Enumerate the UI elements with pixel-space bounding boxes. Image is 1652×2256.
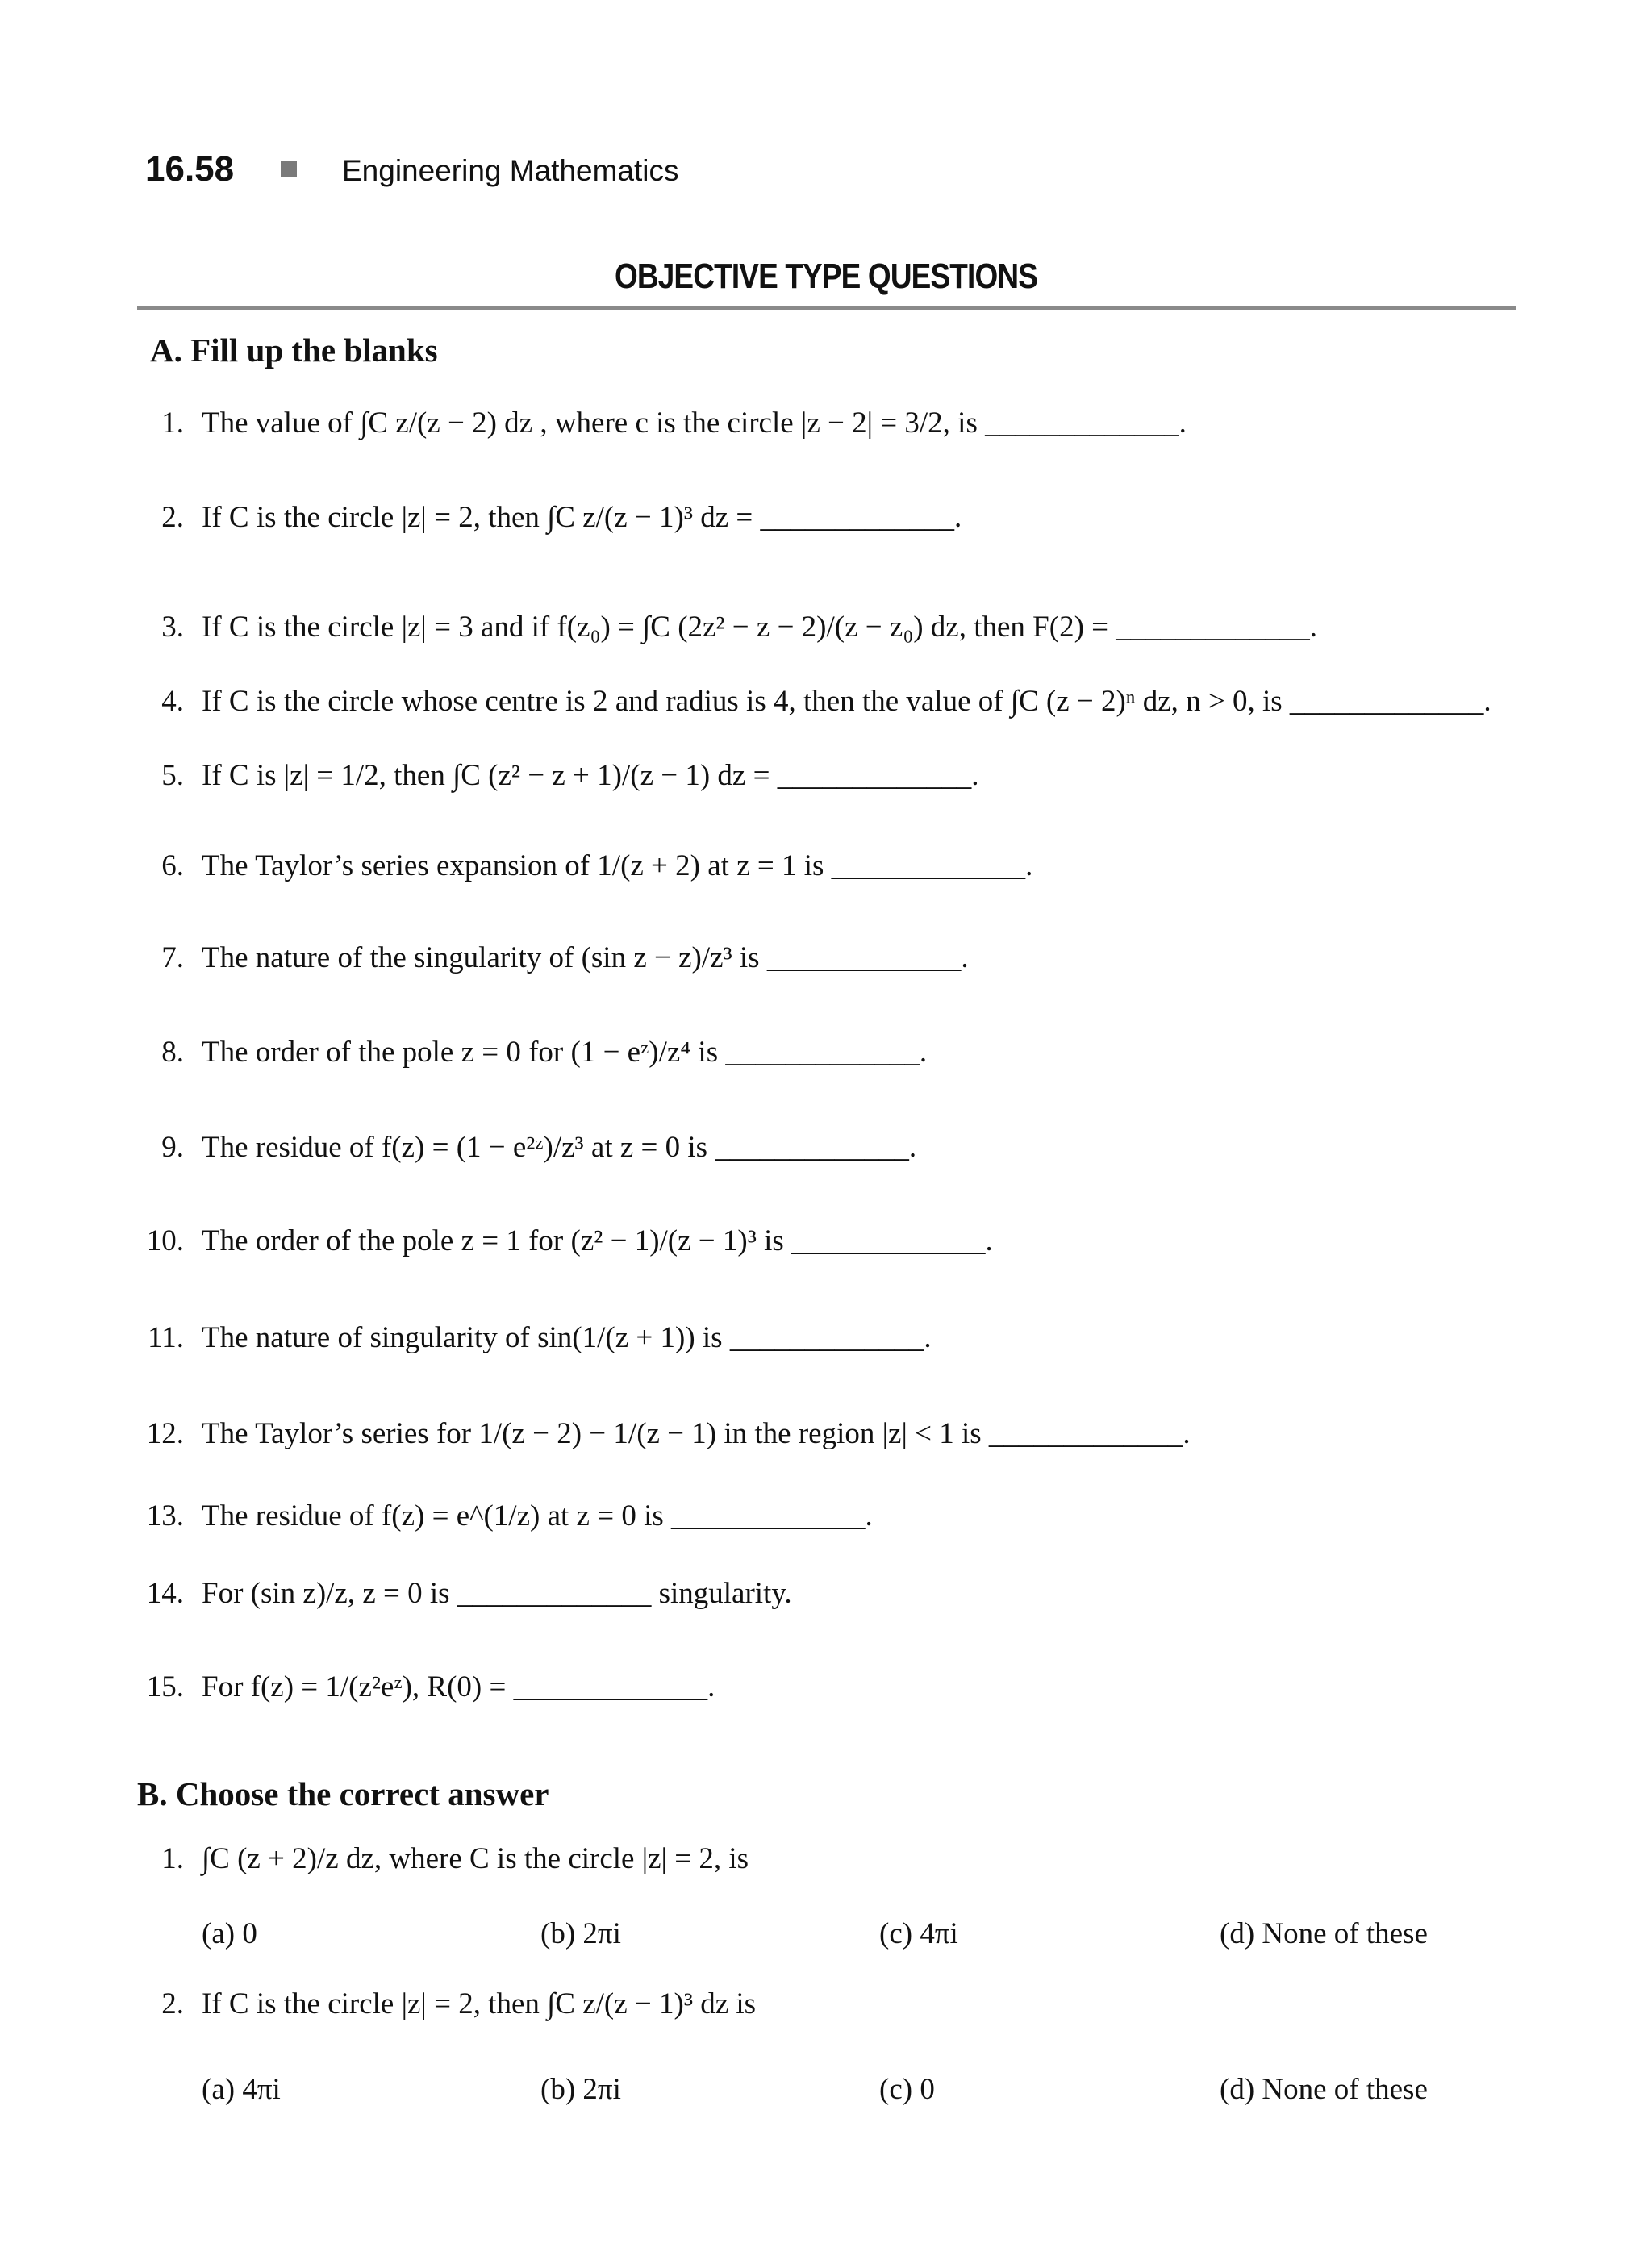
option-b[interactable]: (b) 2πi bbox=[540, 2073, 621, 2106]
page-title: OBJECTIVE TYPE QUESTIONS bbox=[614, 256, 1038, 296]
question-number: 10. bbox=[146, 1224, 184, 1257]
question-number: 11. bbox=[148, 1321, 184, 1354]
question-text: The nature of the singularity of (sin z − z)/z³ is _____________. bbox=[202, 941, 969, 974]
option-c[interactable]: (c) 0 bbox=[879, 2073, 935, 2106]
header-square-icon bbox=[281, 161, 297, 177]
section-b-heading: B. Choose the correct answer bbox=[137, 1775, 549, 1812]
question-number: 9. bbox=[161, 1131, 184, 1164]
option-d[interactable]: (d) None of these bbox=[1220, 2073, 1428, 2106]
question-a15 bbox=[137, 1663, 1525, 1712]
option-c[interactable]: (c) 4πi bbox=[879, 1917, 958, 1950]
question-text: The Taylor’s series for 1/(z − 2) − 1/(z − 1) in the region |z| < 1 is _____________. bbox=[202, 1417, 1191, 1450]
question-number: 1. bbox=[161, 1842, 184, 1875]
question-text: If C is the circle whose centre is 2 and radius is 4, then the value of ∫C (z − 2)ⁿ dz, n > 0, is _____________. bbox=[202, 685, 1491, 718]
question-text: The residue of f(z) = (1 − e²ᶻ)/z³ at z = 0 is _____________. bbox=[202, 1131, 917, 1164]
question-number: 14. bbox=[146, 1577, 184, 1610]
question-number: 13. bbox=[146, 1499, 184, 1532]
option-a[interactable]: (a) 0 bbox=[202, 1917, 257, 1950]
question-a13 bbox=[137, 1492, 1525, 1541]
question-text: For (sin z)/z, z = 0 is _____________ singularity. bbox=[202, 1577, 792, 1610]
question-b2-options bbox=[202, 2069, 1508, 2111]
question-number: 1. bbox=[161, 407, 184, 440]
question-a14 bbox=[137, 1570, 1525, 1618]
question-a4 bbox=[137, 678, 1525, 726]
question-a8 bbox=[137, 1028, 1525, 1077]
question-text: The value of ∫C z/(z − 2) dz , where c is the circle |z − 2| = 3/2, is _____________. bbox=[202, 407, 1187, 440]
question-number: 15. bbox=[146, 1670, 184, 1703]
question-number: 2. bbox=[161, 501, 184, 534]
question-a6 bbox=[137, 842, 1525, 890]
question-text: The Taylor’s series expansion of 1/(z + 2) at z = 1 is _____________. bbox=[202, 849, 1033, 882]
question-b2 bbox=[137, 1980, 1525, 2029]
question-a12 bbox=[137, 1410, 1525, 1458]
question-a10 bbox=[137, 1217, 1525, 1266]
question-a1 bbox=[137, 399, 1525, 448]
question-text: If C is the circle |z| = 2, then ∫C z/(z − 1)³ dz = _____________. bbox=[202, 501, 962, 534]
question-number: 4. bbox=[161, 685, 184, 718]
book-title: Engineering Mathematics bbox=[342, 154, 679, 187]
question-text: The residue of f(z) = e^(1/z) at z = 0 is _____________. bbox=[202, 1499, 873, 1532]
option-d[interactable]: (d) None of these bbox=[1220, 1917, 1428, 1950]
question-number: 7. bbox=[161, 941, 184, 974]
question-text: For f(z) = 1/(z²eᶻ), R(0) = _____________. bbox=[202, 1670, 715, 1703]
option-b[interactable]: (b) 2πi bbox=[540, 1917, 621, 1950]
question-number: 5. bbox=[161, 759, 184, 792]
question-text: ∫C (z + 2)/z dz, where C is the circle |z| = 2, is bbox=[202, 1842, 749, 1875]
question-a7 bbox=[137, 934, 1525, 982]
question-number: 3. bbox=[161, 611, 184, 644]
question-a2 bbox=[137, 494, 1525, 542]
question-number: 12. bbox=[146, 1417, 184, 1450]
question-number: 6. bbox=[161, 849, 184, 882]
question-a3 bbox=[137, 603, 1525, 652]
question-text: The order of the pole z = 1 for (z² − 1)/(z − 1)³ is _____________. bbox=[202, 1224, 993, 1257]
title-divider bbox=[137, 306, 1516, 310]
question-text: The order of the pole z = 0 for (1 − eᶻ)/z⁴ is _____________. bbox=[202, 1036, 928, 1069]
section-a-heading: A. Fill up the blanks bbox=[150, 332, 438, 369]
question-number: 2. bbox=[161, 1987, 184, 2020]
page-number: 16.58 bbox=[145, 149, 235, 189]
question-b1-options bbox=[202, 1913, 1508, 1955]
question-text: The nature of singularity of sin(1/(z + 1)) is _____________. bbox=[202, 1321, 932, 1354]
question-a5 bbox=[137, 752, 1525, 800]
option-a[interactable]: (a) 4πi bbox=[202, 2073, 281, 2106]
question-a9 bbox=[137, 1124, 1525, 1172]
question-a11 bbox=[137, 1314, 1525, 1362]
question-b1 bbox=[137, 1835, 1525, 1883]
question-text: If C is |z| = 1/2, then ∫C (z² − z + 1)/(z − 1) dz = _____________. bbox=[202, 759, 979, 792]
question-text: If C is the circle |z| = 3 and if f(z₀) = ∫C (2z² − z − 2)/(z − z₀) dz, then F(2) = _____________. bbox=[202, 611, 1318, 644]
question-number: 8. bbox=[161, 1036, 184, 1069]
question-text: If C is the circle |z| = 2, then ∫C z/(z − 1)³ dz is bbox=[202, 1987, 757, 2020]
